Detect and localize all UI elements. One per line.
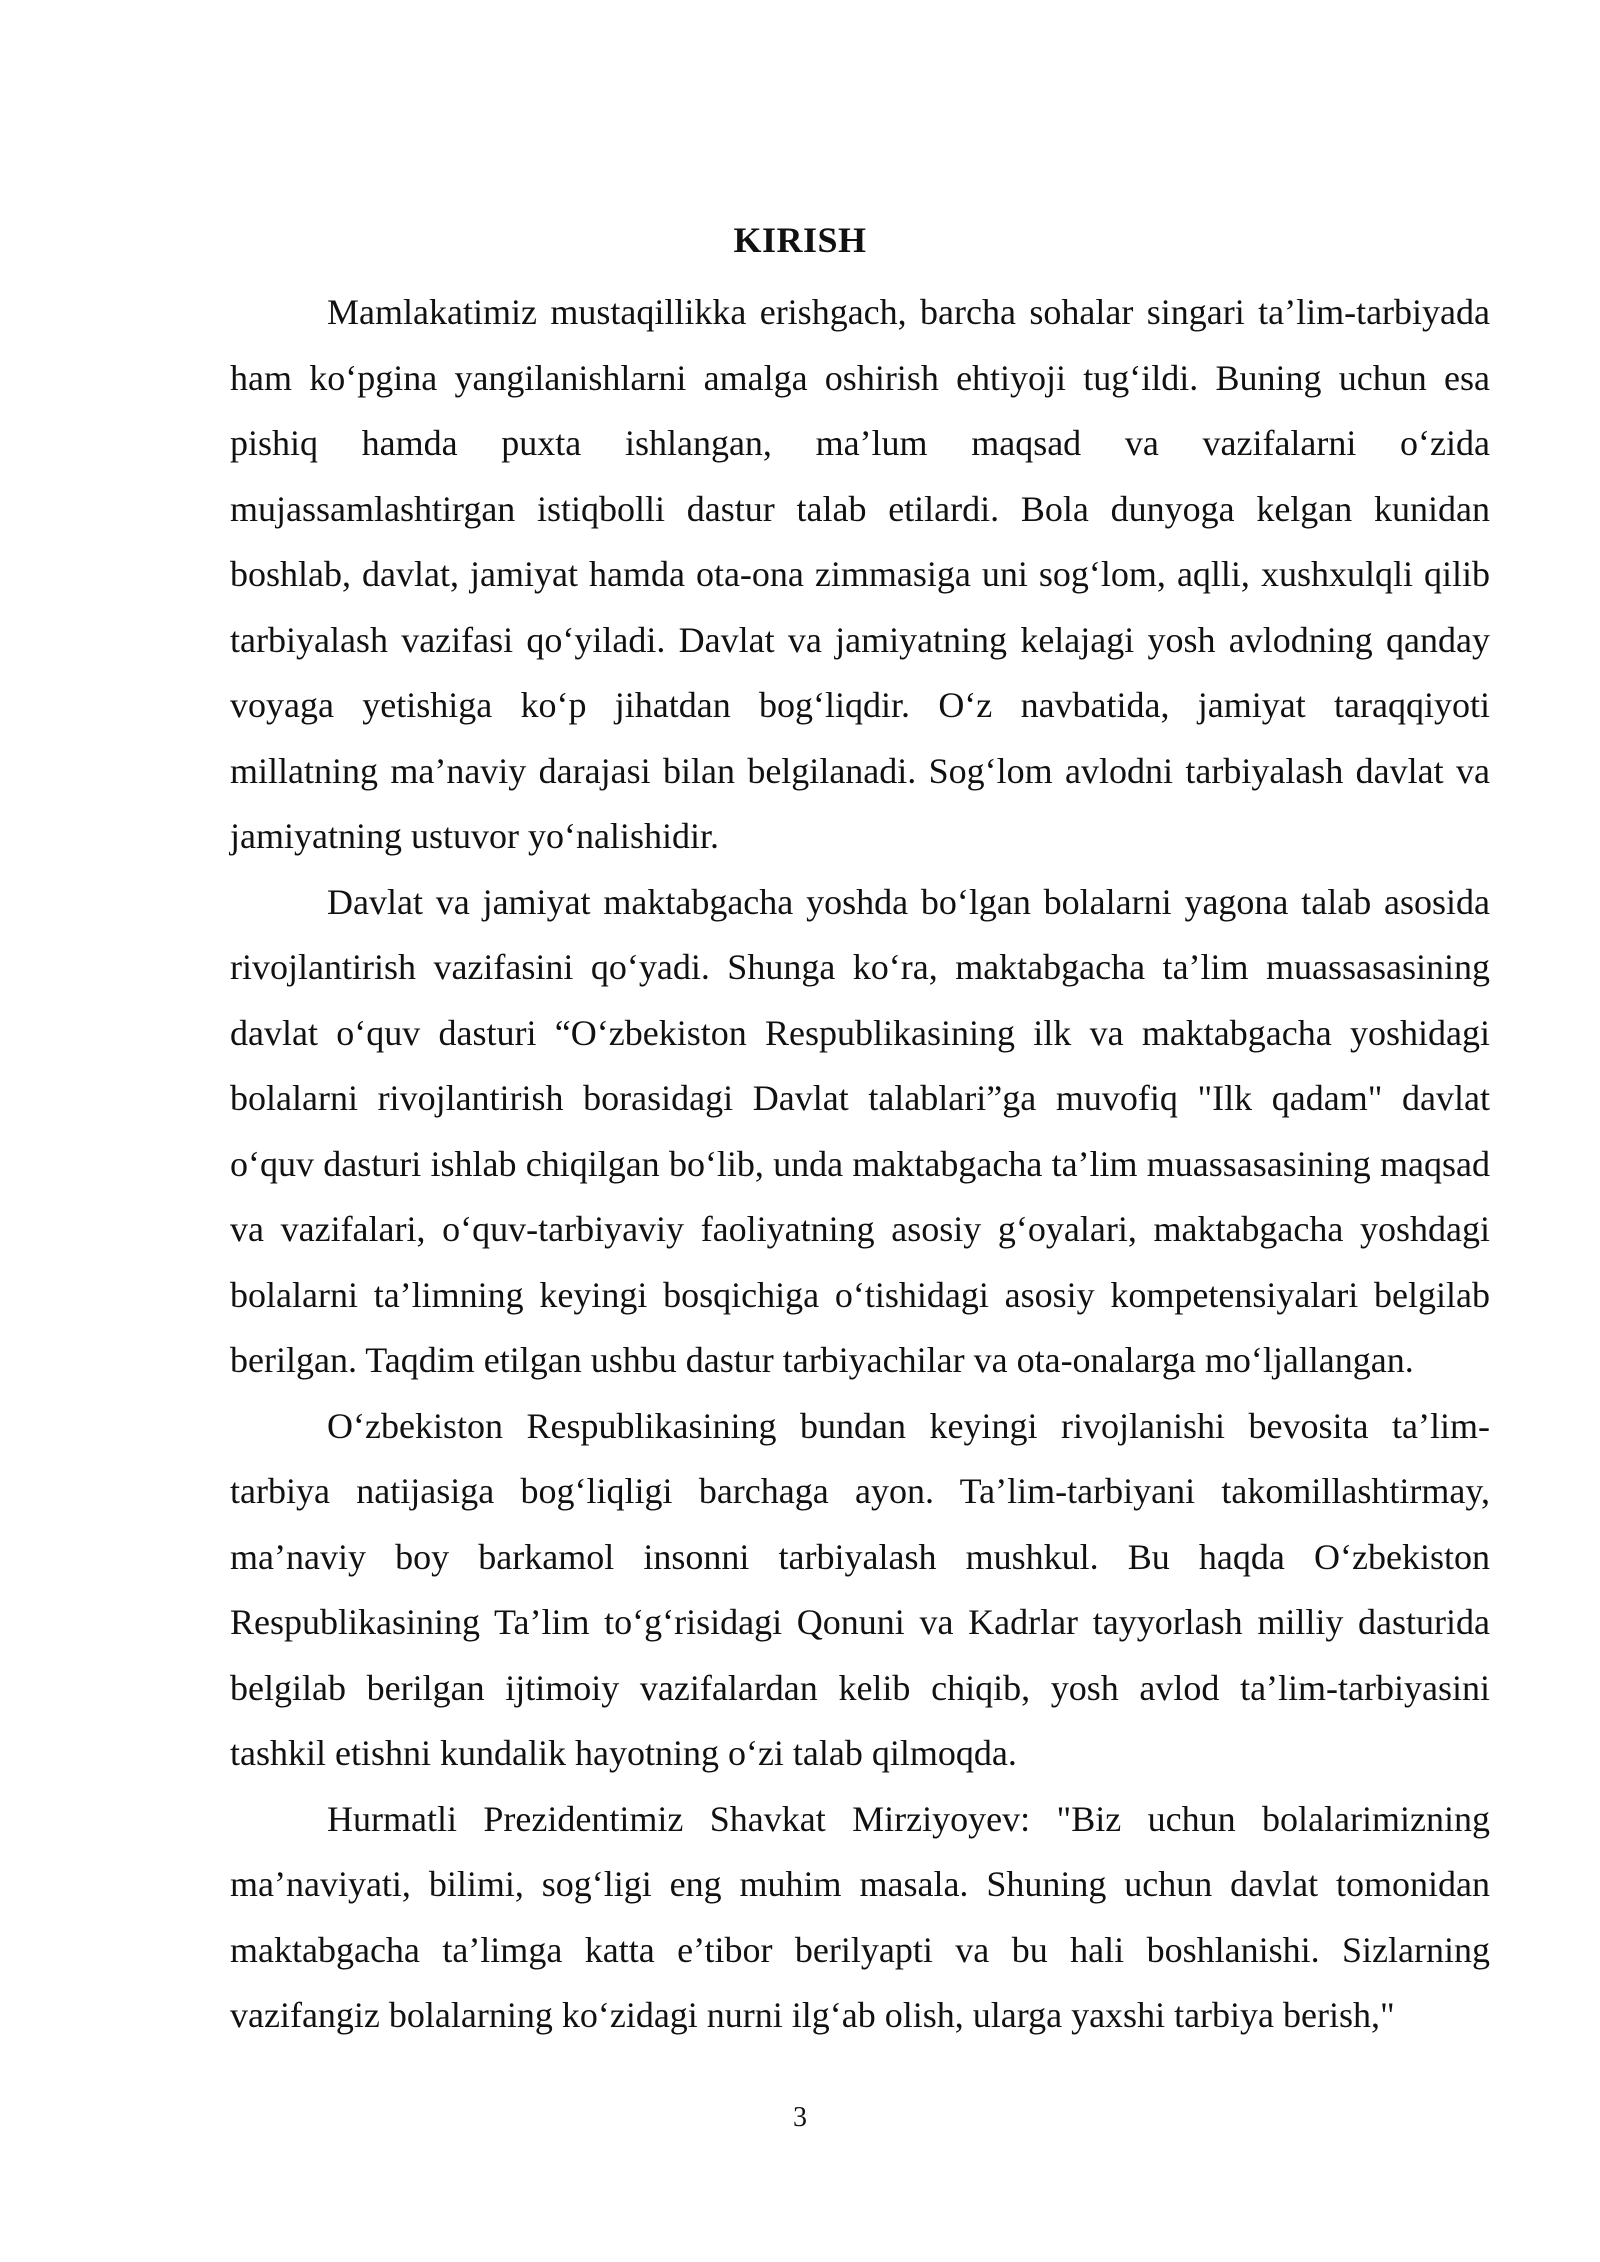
page-number: 3	[793, 2102, 807, 2133]
paragraph-2: Davlat va jamiyat maktabgacha yoshda bo‘lgan bolalarni yagona talab asosida rivojlantirish vazifasini qo‘yadi. Shunga ko‘ra, maktabgacha ta’lim muassasasining davlat o‘quv dasturi “O‘zbekiston Respublikasining ilk va maktabgacha yoshidagi bolalarni rivojlantirish borasidagi Davlat talablari”ga muvofiq "Ilk qadam" davlat o‘quv dasturi ishlab chiqilgan bo‘lib, unda maktabgacha ta’lim muassasasining maqsad va vazifalari, o‘quv-tarbiyaviy faoliyatning asosiy g‘oyalari, maktabgacha yoshdagi bolalarni ta’limning keyingi bosqichiga o‘tishidagi asosiy kompetensiyalari belgilab berilgan. Taqdim etilgan ushbu dastur tarbiyachilar va ota-onalarga mo‘ljallangan.	[230, 881, 1490, 1380]
paragraph-4: Hurmatli Prezidentimiz Shavkat Mirziyoyev: "Biz uchun bolalarimizning ma’naviyati, bilimi, sog‘ligi eng muhim masala. Shuning uchun davlat tomonidan maktabgacha ta’limga katta e’tibor berilyapti va bu hali boshlanishi. Sizlarning vazifangiz bolalarning ko‘zidagi nurni ilg‘ab olish, ularga yaxshi tarbiya berish,"	[230, 1798, 1490, 2035]
paragraph-3: O‘zbekiston Respublikasining bundan keyingi rivojlanishi bevosita ta’lim-tarbiya natijasiga bog‘liqligi barchaga ayon. Ta’lim-tarbiyani takomillashtirmay, ma’naviy boy barkamol insonni tarbiyalash mushkul. Bu haqda O‘zbekiston Respublikasining Ta’lim to‘g‘risidagi Qonuni va Kadrlar tayyorlash milliy dasturida belgilab berilgan ijtimoiy vazifalardan kelib chiqib, yosh avlod ta’lim-tarbiyasini tashkil etishni kundalik hayotning o‘zi talab qilmoqda.	[230, 1405, 1490, 1773]
page-heading: KIRISH	[733, 220, 867, 260]
document-body	[230, 280, 1490, 2049]
paragraph-1: Mamlakatimiz mustaqillikka erishgach, barcha sohalar singari ta’lim-tarbiyada ham ko‘pgina yangilanishlarni amalga oshirish ehtiyoji tug‘ildi. Buning uchun esa pishiq hamda puxta ishlangan, ma’lum maqsad va vazifalarni o‘zida mujassamlashtirgan istiqbolli dastur talab etilardi. Bola dunyoga kelgan kunidan boshlab, davlat, jamiyat hamda ota-ona zimmasiga uni sog‘lom, aqlli, xushxulqli qilib tarbiyalash vazifasi qo‘yiladi. Davlat va jamiyatning kelajagi yosh avlodning qanday voyaga yetishiga ko‘p jihatdan bog‘liqdir. O‘z navbatida, jamiyat taraqqiyoti millatning ma’naviy darajasi bilan belgilanadi. Sog‘lom avlodni tarbiyalash davlat va jamiyatning ustuvor yo‘nalishidir.	[230, 292, 1490, 856]
